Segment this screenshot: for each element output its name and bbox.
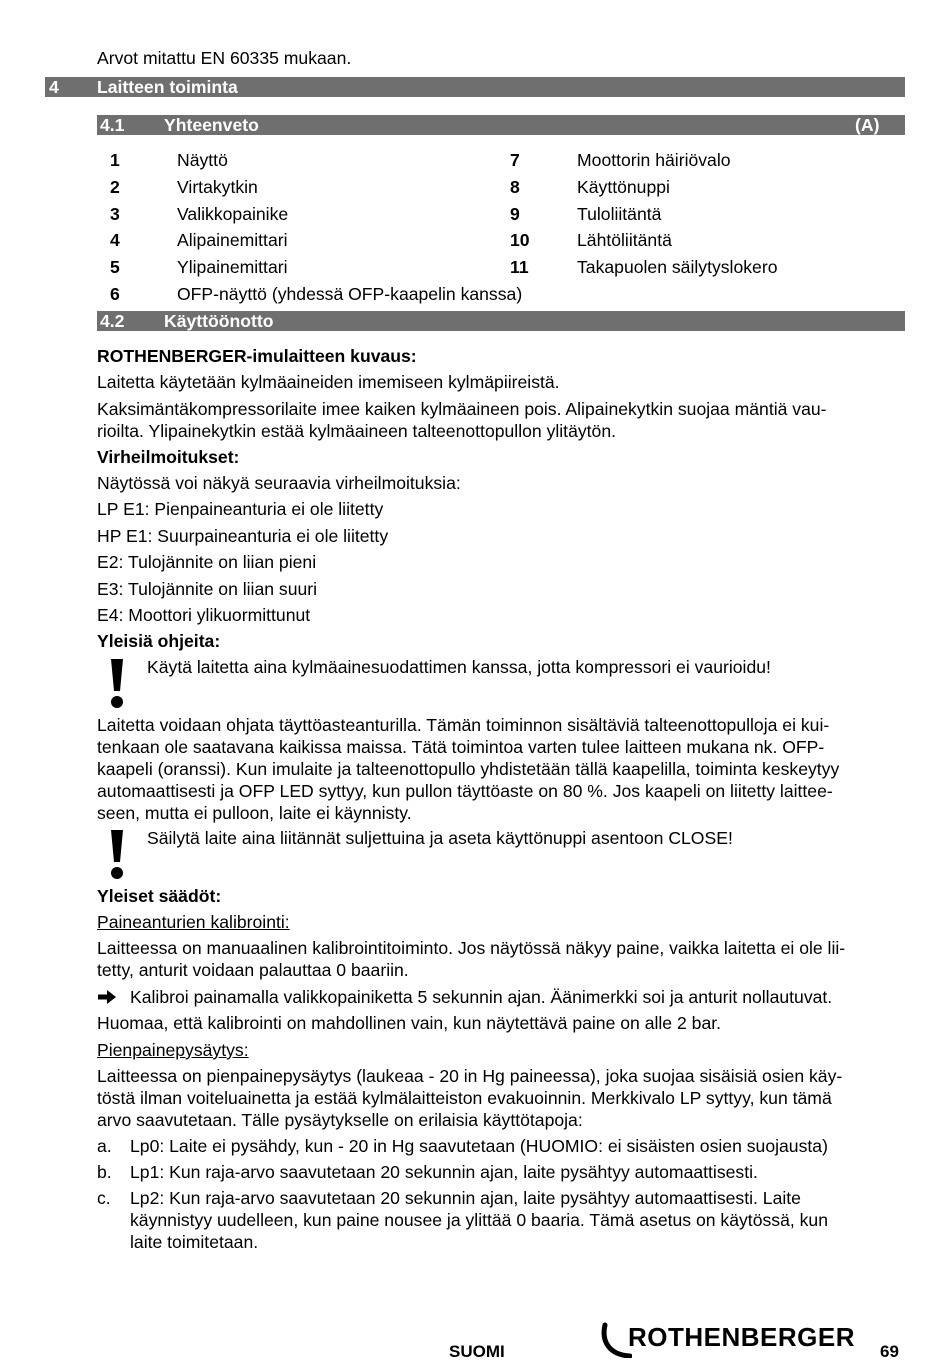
overview-num: 3 [110, 204, 120, 224]
overview-num: 9 [510, 204, 520, 224]
overview-num: 8 [510, 177, 520, 197]
overview-label: Virtakytkin [177, 177, 258, 197]
section-4-1-title: Yhteenveto [164, 115, 259, 135]
section-4-1-ref: (A) [855, 115, 880, 135]
ofp-paragraph-line: tenkaan ole saatavana kaikissa maissa. Tätä toimintoa varten tulee laitteen mukana nk. OFP- [97, 737, 825, 757]
overview-num: 4 [110, 230, 120, 250]
mode-letter: c. [97, 1188, 111, 1208]
overview-label: Tuloliitäntä [577, 204, 662, 224]
overview-label: Näyttö [177, 150, 228, 170]
ofp-paragraph-line: Laitetta voidaan ohjata täyttöasteanturilla. Tämän toiminnon sisältäviä talteenottopulloja ei kui- [97, 715, 830, 735]
calibration-note: Huomaa, että kalibrointi on mahdollinen vain, kun näytettävä paine on alle 2 bar. [97, 1013, 722, 1033]
error-item: LP E1: Pienpaineanturia ei ole liitetty [97, 499, 384, 519]
overview-label: Lähtöliitäntä [577, 230, 672, 250]
warning-text: Säilytä laite aina liitännät suljettuina ja aseta käyttönuppi asentoon CLOSE! [147, 828, 733, 848]
overview-label: Alipainemittari [177, 230, 288, 250]
mode-text-line: Lp0: Laite ei pysähdy, kun - 20 in Hg saavutetaan (HUOMIO: ei sisäisten osien suojausta) [130, 1136, 828, 1156]
overview-label: Käyttönuppi [577, 177, 670, 197]
ofp-paragraph-line: seen, mutta ei pulloon, laite ei käynnisty. [97, 803, 412, 823]
calibration-step: Kalibroi painamalla valikkopainiketta 5 sekunnin ajan. Äänimerkki soi ja anturit nollautuvat. [130, 987, 833, 1007]
overview-label: Moottorin häiriövalo [577, 150, 731, 170]
general-heading: Yleisiä ohjeita: [97, 631, 221, 651]
section-4-1-heading [97, 115, 905, 135]
error-item: E3: Tulojännite on liian suuri [97, 579, 318, 599]
overview-label: OFP-näyttö (yhdessä OFP-kaapelin kanssa) [177, 284, 523, 304]
overview-num: 1 [110, 150, 120, 170]
section-4-2-title: Käyttöönotto [164, 311, 274, 331]
overview-num: 5 [110, 257, 120, 277]
description-heading: ROTHENBERGER-imulaitteen kuvaus: [97, 346, 417, 366]
page-number: 69 [880, 1342, 899, 1361]
section-4-title: Laitteen toiminta [97, 77, 238, 97]
intro-text: Arvot mitattu EN 60335 mukaan. [97, 48, 352, 68]
overview-num: 6 [110, 284, 120, 304]
section-4-number: 4 [49, 77, 59, 97]
calibration-heading: Paineanturien kalibrointi: [97, 912, 290, 932]
error-item: E2: Tulojännite on liian pieni [97, 552, 317, 572]
mode-text-line: Lp2: Kun raja-arvo saavutetaan 20 sekunnin ajan, laite pysähtyy automaattisesti. Laite [130, 1188, 801, 1208]
overview-num: 2 [110, 177, 120, 197]
calibration-paragraph-line: tetty, anturit voidaan palauttaa 0 baariin. [97, 960, 409, 980]
mode-letter: b. [97, 1162, 112, 1182]
arrow-right-icon [97, 989, 117, 1005]
overview-label: Ylipainemittari [177, 257, 288, 277]
overview-label: Takapuolen säilytyslokero [577, 257, 778, 277]
description-paragraph-line: Kaksimäntäkompressorilaite imee kaiken kylmäaineen pois. Alipainekytkin suojaa mäntiä vau- [97, 399, 827, 419]
overview-num: 11 [510, 257, 529, 277]
description-paragraph: Laitetta käytetään kylmäaineiden imemiseen kylmäpiireistä. [97, 372, 560, 392]
low-pressure-heading: Pienpainepysäytys: [97, 1040, 249, 1060]
errors-intro: Näytössä voi näkyä seuraavia virheilmoituksia: [97, 473, 461, 493]
ofp-paragraph-line: automaattisesti ja OFP LED syttyy, kun pullon täyttöaste on 80 %. Jos kaapeli on liitetty laittee- [97, 781, 833, 801]
error-item: HP E1: Suurpaineanturia ei ole liitetty [97, 526, 389, 546]
section-4-2-heading [97, 311, 905, 331]
section-4-1-number: 4.1 [100, 115, 125, 135]
mode-text-line: käynnistyy uudelleen, kun paine nousee ja ylittää 0 baaria. Tämä asetus on käytössä, kun [130, 1210, 828, 1230]
brand-logo-text: ROTHENBERGER [628, 1322, 856, 1352]
overview-label: Valikkopainike [177, 204, 289, 224]
description-paragraph-line: rioilta. Ylipainekytkin estää kylmäaineen talteenottopullon ylitäytön. [97, 421, 616, 441]
calibration-paragraph-line: Laitteessa on manuaalinen kalibrointitoiminto. Jos näytössä näkyy paine, vaikka laitetta ei ole lii- [97, 938, 846, 958]
warning-exclamation-icon [108, 657, 126, 710]
section-4-heading [45, 77, 905, 97]
overview-num: 7 [510, 150, 520, 170]
ofp-paragraph-line: kaapeli (oranssi). Kun imulaite ja talteenottopullo yhdistetään tällä kaapelilla, toiminta keskeytyy [97, 759, 840, 779]
warning-text: Käytä laitetta aina kylmäainesuodattimen kanssa, jotta kompressori ei vaurioidu! [147, 657, 771, 677]
mode-letter: a. [97, 1136, 112, 1156]
low-pressure-paragraph-line: töstä ilman voiteluainetta ja estää kylmälaitteiston evakuoinnin. Merkkivalo LP syttyy, kun tämä [97, 1088, 832, 1108]
footer-language: SUOMI [449, 1342, 505, 1361]
section-4-2-number: 4.2 [100, 311, 125, 331]
error-item: E4: Moottori ylikuormittunut [97, 605, 311, 625]
low-pressure-paragraph-line: arvo saavutetaan. Tälle pysäytykselle on erilaisia käyttötapoja: [97, 1110, 583, 1130]
errors-heading: Virheilmoitukset: [97, 447, 240, 467]
mode-text-line: Lp1: Kun raja-arvo saavutetaan 20 sekunnin ajan, laite pysähtyy automaattisesti. [130, 1162, 758, 1182]
settings-heading: Yleiset säädöt: [97, 886, 222, 906]
warning-exclamation-icon [108, 828, 126, 881]
mode-text-line: laite toimitetaan. [130, 1232, 259, 1252]
low-pressure-paragraph-line: Laitteessa on pienpainepysäytys (laukeaa - 20 in Hg paineessa), joka suojaa sisäisiä osien käy- [97, 1066, 843, 1086]
overview-num: 10 [510, 230, 530, 250]
